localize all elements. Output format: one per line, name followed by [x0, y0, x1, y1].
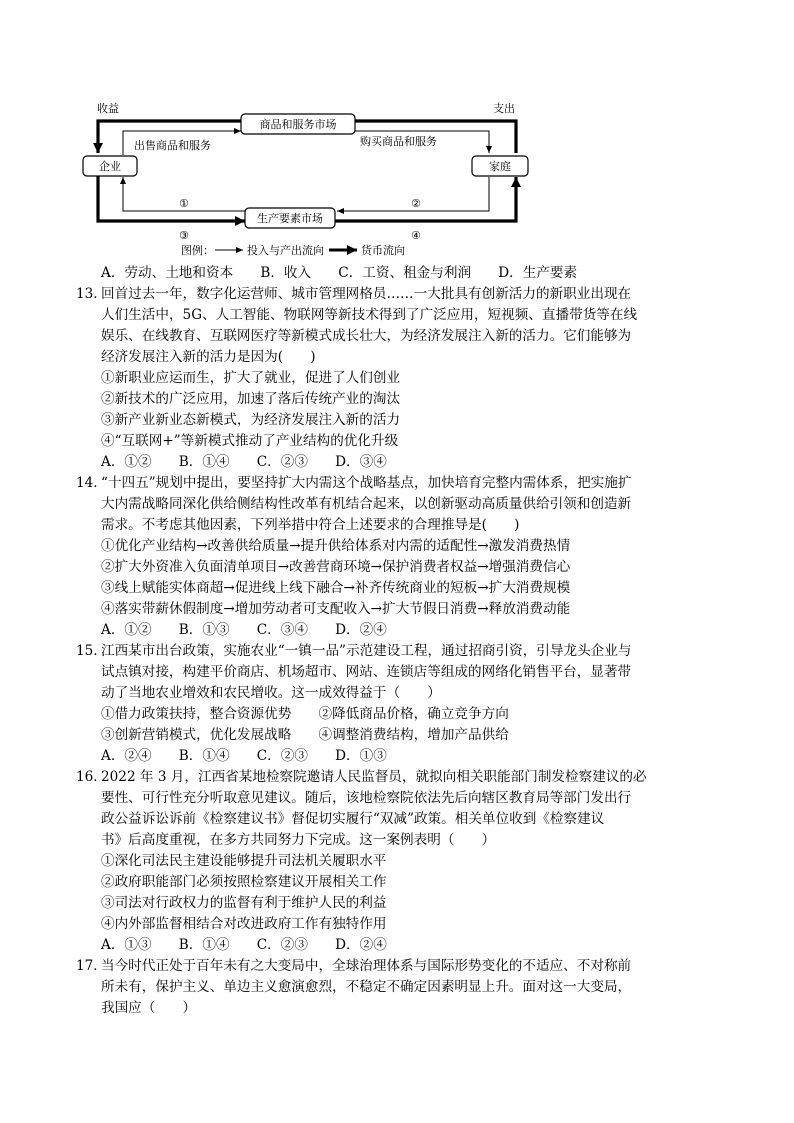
q16-stem-line: 书》后高度重视，在多方共同努力下完成。这一案例表明（ ） — [101, 832, 496, 848]
q13-stem-line: 娱乐、在线教育、互联网医疗等新模式成长壮大，为经济发展注入新的活力。它们能够为 — [101, 328, 632, 344]
goods-market-label: 商品和服务市场 — [259, 118, 337, 131]
q14-item: ③线上赋能实体商超→促进线上线下融合→补齐传统商业的短板→扩大消费规模 — [101, 580, 571, 596]
q14-options: A．①② B．①③ C．③④ D．②④ — [101, 622, 387, 638]
q17-number: 17． — [76, 958, 107, 974]
q15-item: ③创新营销模式，优化发展战略 ④调整消费结构，增加产品供给 — [101, 727, 509, 743]
expenditure-label: 支出 — [493, 102, 515, 115]
q17-stem-line: 所未有，保护主义、单边主义愈演愈烈，不稳定不确定因素明显上升。面对这一大变局， — [101, 979, 632, 995]
circular-flow-diagram — [75, 95, 535, 260]
q16-item: ③司法对行政权力的监督有利于维护人民的利益 — [101, 895, 387, 911]
q15-stem-line: 试点镇对接，构建平价商店、机场超市、网站、连锁店等组成的网络化销售平台，显著带 — [101, 664, 632, 680]
q13-item: ③新产业新业态新模式，为经济发展注入新的活力 — [101, 412, 401, 428]
q16-number: 16． — [76, 769, 107, 785]
q16-stem-line: 要性、可行性充分听取意见建议。随后，该地检察院依法先后向辖区教育局等部门发出行 — [101, 790, 632, 806]
legend-io-label: 投入与产出流向 — [247, 244, 324, 257]
q13-item: ④“互联网+”等新模式推动了产业结构的优化升级 — [101, 433, 399, 449]
q14-stem-line: 大内需战略同深化供给侧结构性改革有机结合起来，以创新驱动高质量供给引领和创造新 — [101, 496, 632, 512]
sell-label: 出售商品和服务 — [134, 139, 211, 152]
q13-number: 13． — [76, 286, 107, 302]
buy-label: 购买商品和服务 — [360, 135, 437, 148]
factor-market-label: 生产要素市场 — [257, 212, 323, 225]
q16-item: ④内外部监督相结合对改进政府工作有独特作用 — [101, 916, 387, 932]
q13-item: ①新职业应运而生，扩大了就业，促进了人们创业 — [101, 370, 401, 386]
q15-item: ①借力政策扶持，整合资源优势 ②降低商品价格，确立竞争方向 — [101, 706, 509, 722]
q14-stem-line: “十四五”规划中提出，要坚持扩大内需这个战略基点，加快培育完整内需体系，把实施扩 — [101, 475, 632, 491]
q16-item: ②政府职能部门必须按照检察建议开展相关工作 — [101, 874, 387, 890]
q12-options: A．劳动、土地和资本 B．收入 C．工资、租金与利润 D．生产要素 — [101, 265, 578, 281]
q14-number: 14． — [76, 475, 107, 491]
q14-item: ②扩大外资准入负面清单项目→改善营商环境→保护消费者权益→增强消费信心 — [101, 559, 571, 575]
q14-stem-line: 需求。不考虑其他因素，下列举措中符合上述要求的合理推导是( ) — [101, 517, 520, 533]
legend-prefix: 图例： — [181, 244, 214, 257]
q17-stem-line: 我国应（ ） — [101, 1000, 197, 1016]
q13-item: ②新技术的广泛应用，加速了落后传统产业的淘汰 — [101, 391, 401, 407]
q13-stem-line: 回首过去一年，数字化运营师、城市管理网格员……一大批具有创新活力的新职业出现在 — [101, 286, 632, 302]
q13-options: A．①② B．①④ C．②③ D．③④ — [101, 454, 387, 470]
q16-stem-line: 2022 年 3 月，江西省某地检察院邀请人民监督员，就拟向相关职能部门制发检察建议的必 — [101, 769, 647, 785]
circle-2-label: ② — [411, 197, 421, 210]
enterprise-label: 企业 — [99, 160, 121, 173]
q17-stem-line: 当今时代正处于百年未有之大变局中，全球治理体系与国际形势变化的不适应、不对称前 — [101, 958, 632, 974]
money-flow-factor-payment-arrow — [98, 175, 245, 221]
q14-item: ④落实带薪休假制度→增加劳动者可支配收入→扩大节假日消费→释放消费动能 — [101, 601, 571, 617]
household-label: 家庭 — [489, 160, 511, 173]
q15-stem-line: 江西某市出台政策，实施农业“一镇一品”示范建设工程，通过招商引资，引导龙头企业与 — [101, 643, 632, 659]
circle-3-label: ③ — [179, 229, 189, 242]
circle-1-label: ① — [179, 197, 189, 210]
q16-stem-line: 政公益诉讼诉前《检察建议书》督促切实履行“双减”政策。相关单位收到《检察建议 — [101, 811, 605, 827]
q14-item: ①优化产业结构→改善供给质量→提升供给体系对内需的适配性→激发消费热情 — [101, 538, 571, 554]
legend-money-label: 货币流向 — [361, 244, 405, 257]
q13-stem-line: 经济发展注入新的活力是因为( ) — [101, 349, 316, 365]
revenue-label: 收益 — [97, 102, 119, 115]
q16-item: ①深化司法民主建设能够提升司法机关履职水平 — [101, 853, 387, 869]
q16-options: A．①③ B．①④ C．②③ D．②④ — [101, 937, 387, 953]
q15-stem-line: 动了当地农业增效和农民增收。这一成效得益于（ ） — [101, 685, 441, 701]
circle-4-label: ④ — [411, 229, 421, 242]
q15-number: 15． — [76, 643, 107, 659]
q13-stem-line: 人们生活中，5G、人工智能、物联网等新技术得到了广泛应用，短视频、直播带货等在线 — [101, 307, 638, 323]
q15-options: A．②④ B．①④ C．②③ D．①③ — [101, 748, 387, 764]
